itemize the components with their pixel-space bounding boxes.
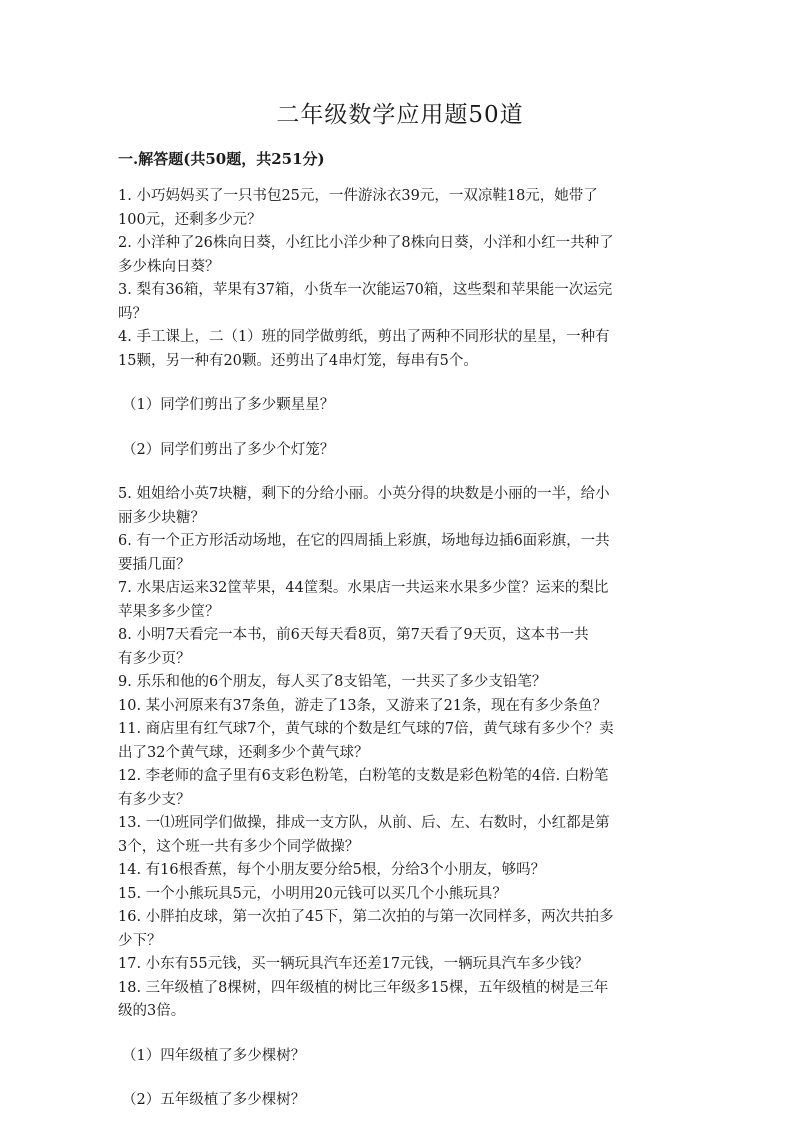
question-line: 丽多少块糖？ <box>118 509 205 526</box>
question-9 <box>118 671 678 695</box>
question-line: 18. 三年级植了8棵树，四年级植的树比三年级多15棵，五年级植的树是三年 <box>118 979 609 996</box>
question-line: 17. 小东有55元钱，买一辆玩具汽车还差17元钱，一辆玩具汽车多少钱？ <box>118 956 589 972</box>
question-line: 3. 梨有36箱，苹果有37箱，小货车一次能运70箱，这些梨和苹果能一次运完 <box>118 282 613 298</box>
question-line: 9. 乐乐和他的6个朋友，每人买了8支铅笔，一共买了多少支铅笔？ <box>118 674 547 690</box>
question-14 <box>118 859 678 883</box>
question-10 <box>118 695 678 719</box>
question-15 <box>118 883 678 907</box>
question-line: 苹果多多少筐？ <box>118 603 220 620</box>
question-13 <box>118 812 678 859</box>
question-4 <box>118 326 678 373</box>
question-line: 有多少页？ <box>118 650 191 667</box>
question-18-part-2: （2）五年级植了多少棵树？ <box>122 1092 306 1108</box>
question-1 <box>118 185 678 232</box>
page-title: 二年级数学应用题50道 <box>276 102 524 128</box>
question-line: 12. 李老师的盒子里有6支彩色粉笔，白粉笔的支数是彩色粉笔的4倍. 白粉笔 <box>118 768 609 784</box>
question-line: 6. 有一个正方形活动场地，在它的四周插上彩旗，场地每边插6面彩旗，一共 <box>118 533 610 549</box>
question-11 <box>118 718 678 765</box>
question-18 <box>118 977 678 1024</box>
question-line: 5. 姐姐给小英7块糖，剩下的分给小丽。小英分得的块数是小丽的一半，给小 <box>118 486 610 502</box>
question-8 <box>118 624 678 671</box>
question-line: 16. 小胖拍皮球，第一次拍了45下，第二次拍的与第一次同样多，两次共拍多 <box>118 909 614 925</box>
question-line: 1. 小巧妈妈买了一只书包25元，一件游泳衣39元，一双凉鞋18元，她带了 <box>118 188 598 204</box>
section-heading: 一.解答题(共50题，共251分) <box>118 150 325 168</box>
question-line: 15. 一个小熊玩具5元，小明用20元钱可以买几个小熊玩具？ <box>118 885 507 902</box>
question-line: 吗？ <box>118 305 147 322</box>
question-4-part-1: （1）同学们剪出了多少颗星星？ <box>122 397 335 413</box>
question-line: 级的3倍。 <box>118 1003 186 1019</box>
question-4-part-2: （2）同学们剪出了多少个灯笼？ <box>122 441 335 458</box>
question-line: 要插几面？ <box>118 556 191 573</box>
question-line: 13. 一⑴班同学们做操，排成一支方队，从前、后、左、右数时，小红都是第 <box>118 815 610 831</box>
question-line: 7. 水果店运来32筐苹果，44筐梨。水果店一共运来水果多少筐？运来的梨比 <box>118 580 609 596</box>
question-16 <box>118 906 678 953</box>
question-17 <box>118 953 678 977</box>
question-6 <box>118 530 678 577</box>
question-list <box>118 185 678 1113</box>
question-line: 14. 有16根香蕉，每个小朋友要分给5根，分给3个小朋友，够吗？ <box>118 862 546 878</box>
question-line: 15颗，另一种有20颗。还剪出了4串灯笼，每串有5个。 <box>118 352 478 369</box>
question-5 <box>118 483 678 530</box>
question-7 <box>118 577 678 624</box>
question-line: 10. 某小河原来有37条鱼，游走了13条，又游来了21条，现在有多少条鱼？ <box>118 697 608 714</box>
question-2 <box>118 232 678 279</box>
question-line: 有多少支？ <box>118 791 191 808</box>
question-line: 少下？ <box>118 932 162 949</box>
question-line: 4. 手工课上，二（1）班的同学做剪纸，剪出了两种不同形状的星星，一种有 <box>118 329 610 345</box>
question-line: 3个，这个班一共有多少个同学做操？ <box>118 838 360 855</box>
question-line: 出了32个黄气球，还剩多少个黄气球？ <box>118 744 369 761</box>
question-12 <box>118 765 678 812</box>
question-line: 100元，还剩多少元？ <box>118 211 262 228</box>
question-3 <box>118 279 678 326</box>
question-line: 11. 商店里有红气球7个，黄气球的个数是红气球的7倍，黄气球有多少个？卖 <box>118 721 614 737</box>
question-line: 多少株向日葵？ <box>118 258 220 275</box>
question-line: 8. 小明7天看完一本书，前6天每天看8页，第7天看了9天页，这本书一共 <box>118 627 589 643</box>
question-line: 2. 小洋种了26株向日葵，小红比小洋少种了8株向日葵，小洋和小红一共种了 <box>118 235 614 251</box>
question-18-part-1: （1）四年级植了多少棵树？ <box>122 1047 306 1064</box>
